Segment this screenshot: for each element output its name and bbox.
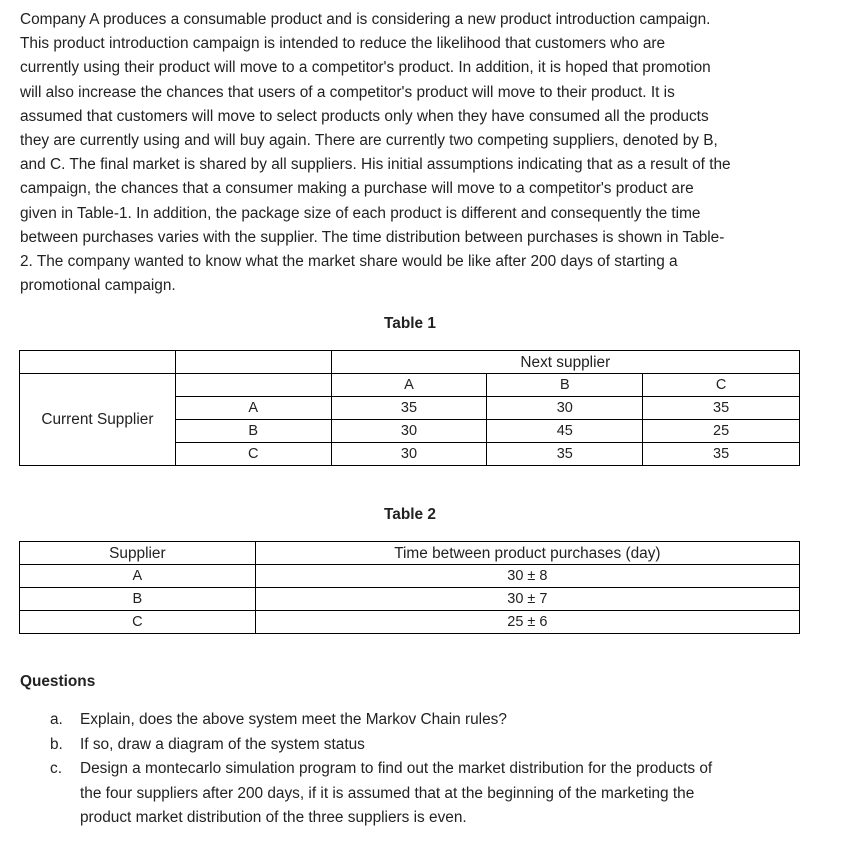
row-label: B <box>175 420 331 443</box>
intro-line: assumed that customers will move to select products only when they have consumed all the products <box>20 107 709 125</box>
questions-heading: Questions <box>20 673 96 690</box>
table1-title: Table 1 <box>384 315 436 332</box>
table-cell: B <box>20 588 256 611</box>
intro-paragraph <box>20 8 810 298</box>
intro-line: will also increase the chances that users of a competitor's product will move to their product. It is <box>20 83 675 101</box>
question-text: the four suppliers after 200 days, if it is assumed that at the beginning of the marketing the <box>80 784 695 802</box>
next-supplier-header: Next supplier <box>331 351 799 374</box>
table-row <box>20 588 800 611</box>
purchase-time-table <box>19 541 800 634</box>
row-label: C <box>175 443 331 466</box>
table-cell: 45 <box>487 420 643 443</box>
intro-line: campaign, the chances that a consumer making a purchase will move to a competitor's product are <box>20 180 694 198</box>
table-cell: 30 <box>487 397 643 420</box>
intro-line: between purchases varies with the supplier. The time distribution between purchases is shown in Table- <box>20 228 725 246</box>
table-cell <box>20 351 176 374</box>
table-cell: 35 <box>331 397 487 420</box>
table-cell: 30 <box>331 420 487 443</box>
question-text: If so, draw a diagram of the system status <box>80 735 365 753</box>
intro-line: currently using their product will move to a competitor's product. In addition, it is hoped that promotion <box>20 59 711 77</box>
intro-line: Company A produces a consumable product and is considering a new product introduction campaign. <box>20 11 711 28</box>
table-cell: 35 <box>487 443 643 466</box>
table-row <box>20 374 800 397</box>
table-cell <box>175 374 331 397</box>
intro-line: promotional campaign. <box>20 277 176 295</box>
table-cell: 25 <box>643 420 800 443</box>
table2-title: Table 2 <box>384 506 436 523</box>
table-cell: C <box>20 611 256 634</box>
table-row <box>20 351 800 374</box>
table-row <box>20 611 800 634</box>
question-text: Explain, does the above system meet the Markov Chain rules? <box>80 711 507 728</box>
table-cell: 30 ± 8 <box>255 565 799 588</box>
table-cell: A <box>20 565 256 588</box>
column-header: C <box>643 374 800 397</box>
question-label: a. <box>50 711 63 728</box>
column-header: Time between product purchases (day) <box>255 542 799 565</box>
table-cell: 35 <box>643 443 800 466</box>
transition-table <box>19 350 800 466</box>
list-item <box>50 757 810 831</box>
table-cell: 35 <box>643 397 800 420</box>
table-row <box>20 565 800 588</box>
table-cell: 25 ± 6 <box>255 611 799 634</box>
intro-line: they are currently using and will buy again. There are currently two competing suppliers, denoted by B, <box>20 132 718 150</box>
table-cell: 30 <box>331 443 487 466</box>
question-label: c. <box>50 760 62 777</box>
list-item <box>50 733 810 758</box>
column-header: Supplier <box>20 542 256 565</box>
column-header: A <box>331 374 487 397</box>
intro-line: 2. The company wanted to know what the market share would be like after 200 days of starting a <box>20 253 678 271</box>
intro-line: and C. The final market is shared by all suppliers. His initial assumptions indicating that as a result of the <box>20 156 731 174</box>
question-label: b. <box>50 735 63 753</box>
row-label: A <box>175 397 331 420</box>
questions-list <box>50 708 810 831</box>
table-row <box>20 542 800 565</box>
table-cell: 30 ± 7 <box>255 588 799 611</box>
table-cell <box>175 351 331 374</box>
list-item <box>50 708 810 733</box>
intro-line: given in Table-1. In addition, the package size of each product is different and consequently the time <box>20 204 701 222</box>
current-supplier-header: Current Supplier <box>20 374 176 466</box>
question-text: product market distribution of the three suppliers is even. <box>80 809 467 826</box>
intro-line: This product introduction campaign is intended to reduce the likelihood that customers who are <box>20 35 666 53</box>
column-header: B <box>487 374 643 397</box>
question-text: Design a montecarlo simulation program to find out the market distribution for the products of <box>80 760 713 777</box>
